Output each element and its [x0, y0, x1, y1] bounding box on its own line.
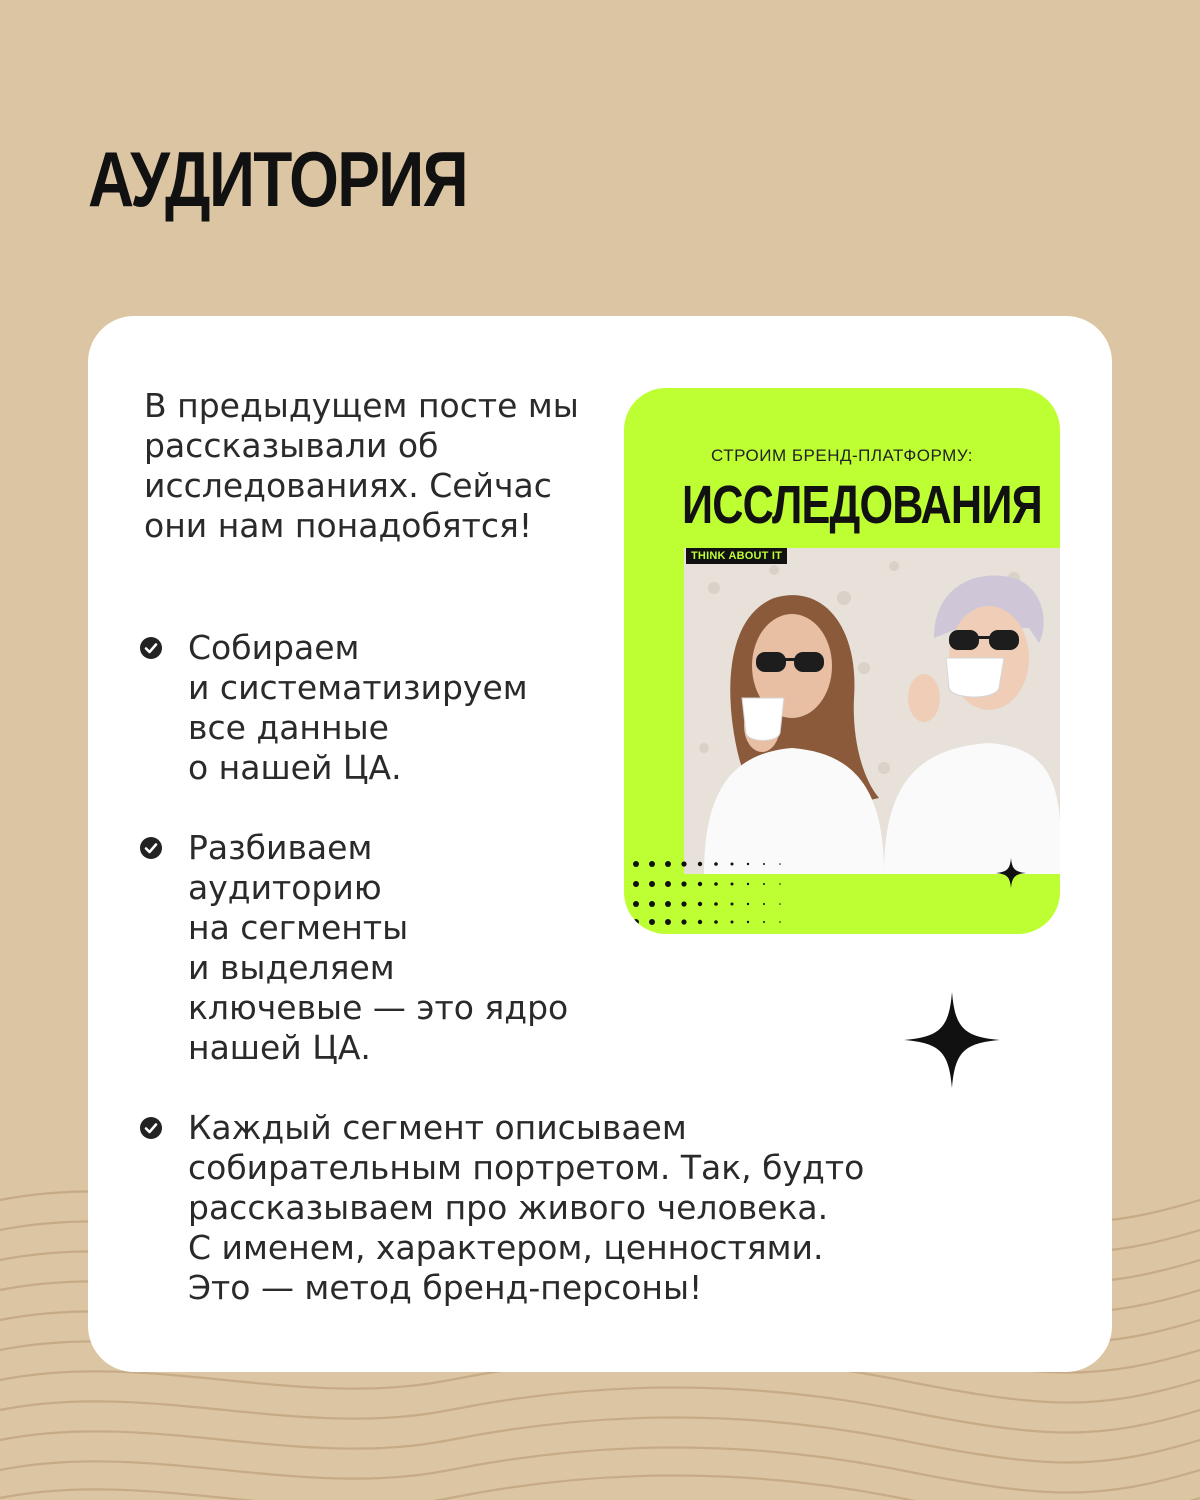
dot-pattern	[630, 858, 800, 928]
photo-two-people-with-coffee	[684, 548, 1060, 874]
small-sparkle-icon	[996, 858, 1026, 888]
content-card	[88, 316, 1112, 1372]
bullet-text: Каждый сегмент описываем собирательным портретом. Так, будто рассказываем про живого человека. С именем, характером, ценностями. Это — метод бренд-персоны!	[188, 1108, 865, 1307]
previous-post-preview[interactable]	[624, 388, 1060, 934]
page-title: АУДИТОРИЯ	[88, 135, 467, 223]
preview-title: ИССЛЕДОВАНИЯ	[682, 475, 1042, 535]
sparkle-icon	[904, 992, 1000, 1088]
check-circle-icon	[140, 837, 162, 859]
preview-tag: THINK ABOUT IT	[686, 548, 787, 564]
check-circle-icon	[140, 637, 162, 659]
intro-text: В предыдущем посте мы рассказывали об исследованиях. Сейчас они нам понадобятся!	[144, 386, 579, 545]
check-circle-icon	[140, 1117, 162, 1139]
preview-kicker: СТРОИМ БРЕНД-ПЛАТФОРМУ:	[711, 446, 973, 465]
bullet-text: Разбиваем аудиторию на сегменты и выделяем ключевые — это ядро нашей ЦА.	[188, 828, 569, 1067]
bullet-text: Собираем и систематизируем все данные о нашей ЦА.	[188, 628, 528, 787]
